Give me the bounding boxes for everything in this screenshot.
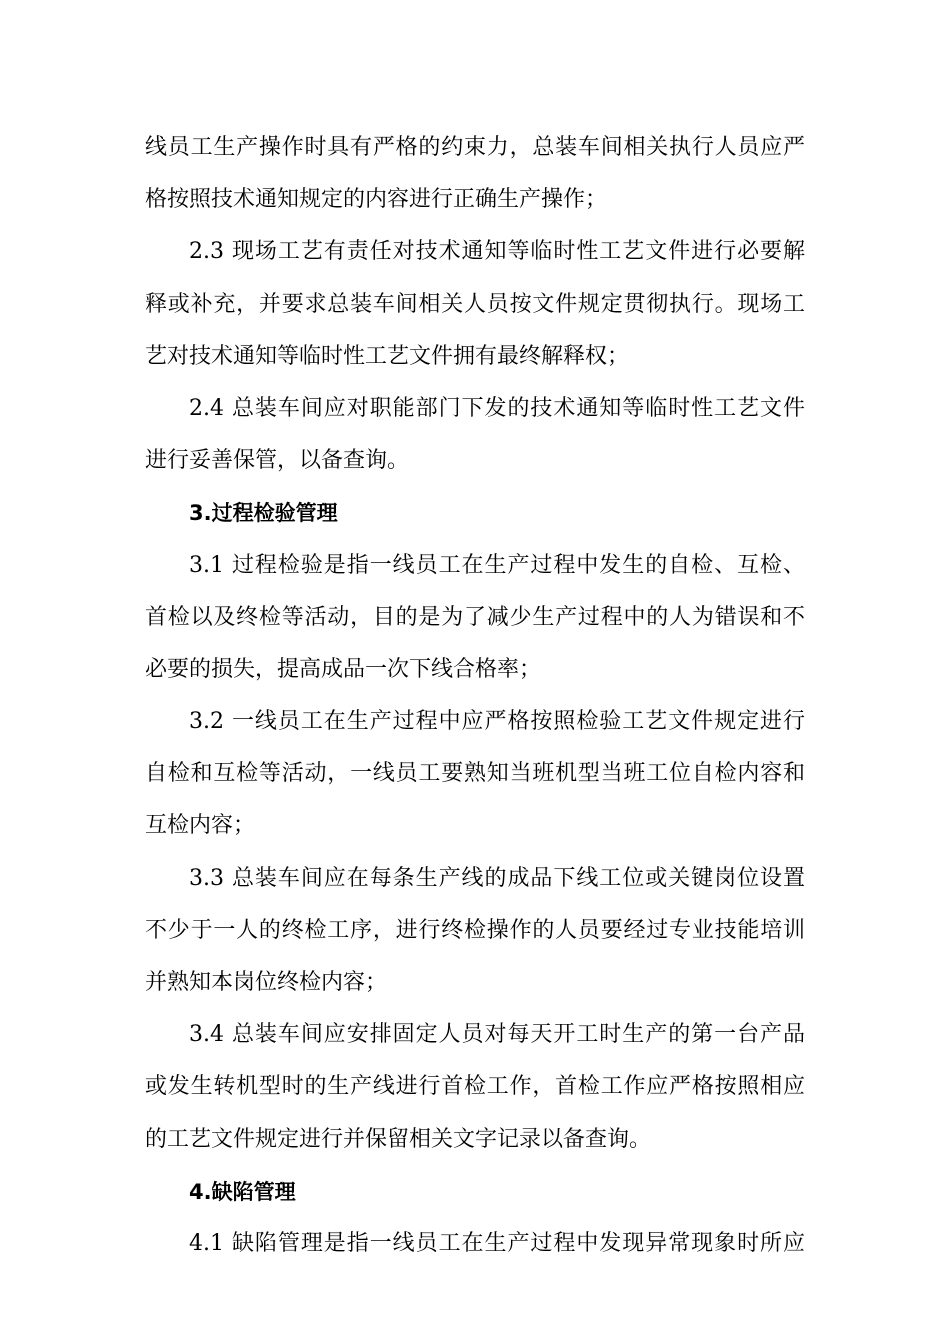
- text-line: 进行妥善保管，以备查询。: [145, 448, 410, 474]
- text-line: 线员工生产操作时具有严格的约束力，总装车间相关执行人员应严: [145, 135, 805, 160]
- document-body: [145, 122, 805, 1270]
- section-heading: 4.缺陷管理: [189, 1179, 296, 1204]
- text-line: 首检以及终检等活动，目的是为了减少生产过程中的人为错误和不: [145, 604, 805, 630]
- section-heading: 3.过程检验管理: [189, 501, 338, 526]
- text-line: 并熟知本岗位终检内容；: [145, 970, 388, 995]
- text-line: 必要的损失，提高成品一次下线合格率；: [145, 656, 542, 682]
- text-line: 或发生转机型时的生产线进行首检工作，首检工作应严格按照相应: [145, 1074, 805, 1100]
- text-line: 3.4 总装车间应安排固定人员对每天开工时生产的第一台产品: [189, 1022, 805, 1048]
- text-line: 互检内容；: [145, 813, 256, 839]
- text-line: 的工艺文件规定进行并保留相关文字记录以备查询。: [145, 1126, 652, 1152]
- text-line: 2.4 总装车间应对职能部门下发的技术通知等临时性工艺文件: [189, 395, 805, 421]
- text-line: 4.1 缺陷管理是指一线员工在生产过程中发现异常现象时所应: [189, 1230, 805, 1256]
- text-line: 不少于一人的终检工序，进行终检操作的人员要经过专业技能培训: [145, 917, 805, 943]
- text-line: 艺对技术通知等临时性工艺文件拥有最终解释权；: [145, 343, 630, 369]
- text-line: 格按照技术通知规定的内容进行正确生产操作；: [145, 187, 608, 213]
- text-line: 自检和互检等活动，一线员工要熟知当班机型当班工位自检内容和: [145, 761, 805, 787]
- text-line: 释或补充，并要求总装车间相关人员按文件规定贯彻执行。现场工: [145, 291, 805, 317]
- text-line: 3.3 总装车间应在每条生产线的成品下线工位或关键岗位设置: [189, 865, 805, 891]
- text-line: 2.3 现场工艺有责任对技术通知等临时性工艺文件进行必要解: [189, 239, 805, 265]
- text-line: 3.2 一线员工在生产过程中应严格按照检验工艺文件规定进行: [189, 709, 805, 735]
- text-line: 3.1 过程检验是指一线员工在生产过程中发生的自检、互检、: [189, 552, 805, 578]
